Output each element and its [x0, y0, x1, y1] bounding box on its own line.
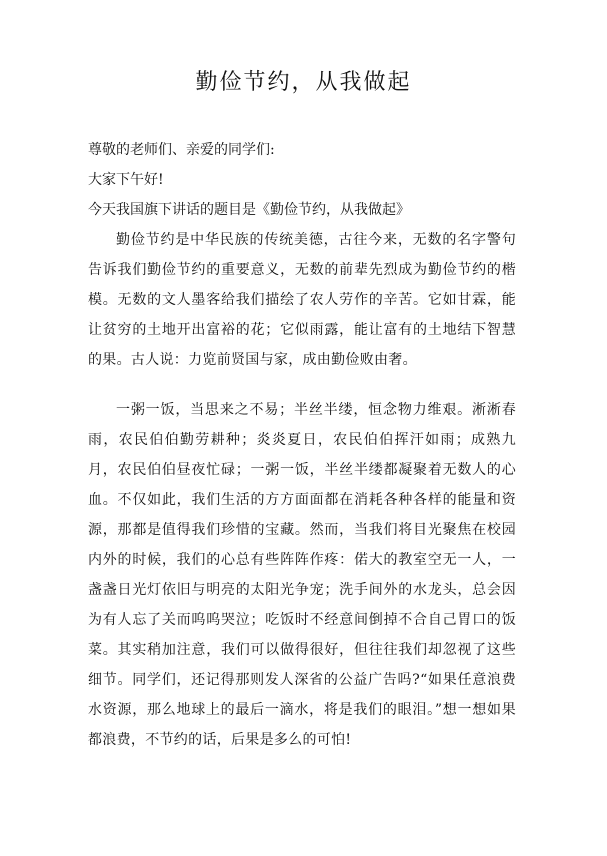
intro-line: 今天我国旗下讲话的题目是《勤俭节约，从我做起》 — [88, 202, 410, 218]
greeting-line: 大家下午好! — [88, 172, 164, 188]
document-body — [88, 135, 516, 755]
document-title: 勤俭节约，从我做起 — [195, 70, 412, 95]
salutation-line: 尊敬的老师们、亲爱的同学们: — [88, 142, 275, 158]
paragraph-2: 一粥一饭，当思来之不易；半丝半缕，恒念物力维艰。淅淅春雨，农民伯伯勤劳耕种；炎炎夏日，农民伯伯挥汗如雨；成熟九月，农民伯伯昼夜忙碌；一粥一饭，半丝半缕都凝聚着无数人的心血。不仅如此，我们生活的方方面面都在消耗各种各样的能量和资源，那都是值得我们珍惜的宝藏。然而，当我们将目光聚焦在校园内外的时候，我们的心总有些阵阵作疼：偌大的教室空无一人，一盏盏日光灯依旧与明亮的太阳光争宠；洗手间外的水龙头，总会因为有人忘了关而呜呜哭泣；吃饭时不经意间倒掉不合自己胃口的饭菜。其实稍加注意，我们可以做得很好，但往往我们却忽视了这些细节。同学们，还记得那则发人深省的公益广告吗?“如果任意浪费水资源，那么地球上的最后一滴水，将是我们的眼泪。”想一想如果都浪费，不节约的话，后果是多么的可怕! — [88, 402, 516, 748]
paragraph-1: 勤俭节约是中华民族的传统美德，古往今来，无数的名字警句告诉我们勤俭节约的重要意义，无数的前辈先烈成为勤俭节约的楷模。无数的文人墨客给我们描绘了农人劳作的辛苦。它如甘霖，能让贫穷的土地开出富裕的花；它似雨露，能让富有的土地结下智慧的果。古人说：力览前贤国与家，成由勤俭败由奢。 — [88, 232, 516, 368]
